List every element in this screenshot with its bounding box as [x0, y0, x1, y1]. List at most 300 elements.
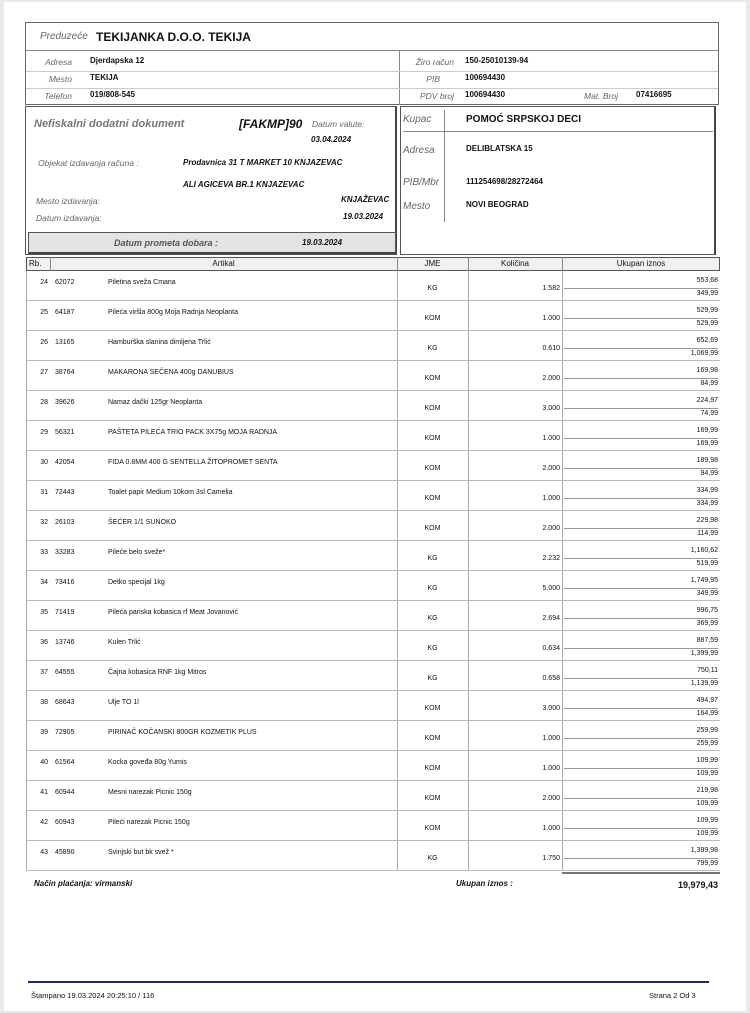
column-divider — [468, 511, 469, 541]
line-total: 259,99 — [696, 727, 718, 734]
column-divider — [468, 781, 469, 811]
column-divider — [397, 481, 398, 511]
row-number: 35 — [40, 609, 48, 616]
article-name: Pileći narezak Picnic 150g — [108, 819, 190, 826]
article-name: Piletina sveža Cmana — [108, 279, 176, 286]
article-name: Toalet papir Medium 10kom 3sl Camelia — [108, 489, 233, 496]
line-total: 996,75 — [696, 607, 718, 614]
pib-number: 100694430 — [465, 73, 506, 82]
buyer-info — [400, 106, 716, 255]
column-divider — [397, 451, 398, 481]
unit: KG — [427, 555, 438, 562]
column-divider — [397, 391, 398, 421]
account-number: 150-25010139-94 — [465, 56, 529, 65]
article-code: 64555 — [55, 669, 75, 676]
unit: KOM — [424, 735, 441, 742]
column-divider — [397, 331, 398, 361]
column-divider — [397, 511, 398, 541]
line-total: 652,69 — [696, 337, 718, 344]
column-divider — [26, 631, 27, 661]
line-total: 169,99 — [696, 427, 718, 434]
buyer-city: NOVI BEOGRAD — [466, 200, 529, 209]
unit: KOM — [424, 705, 441, 712]
column-divider — [397, 721, 398, 751]
column-divider — [468, 481, 469, 511]
unit-price: 799,99 — [696, 860, 718, 867]
column-divider — [26, 721, 27, 751]
column-divider — [468, 451, 469, 481]
unit-price: 109,99 — [696, 770, 718, 777]
unit: KG — [427, 285, 438, 292]
table-row — [26, 661, 720, 691]
row-number: 33 — [40, 549, 48, 556]
price-underline — [564, 408, 718, 409]
article-name: Namaz dački 125gr Neoplanta — [108, 399, 203, 406]
line-total: 169,98 — [696, 367, 718, 374]
unit-price: 259,99 — [696, 740, 718, 747]
article-name: PAŠTETA PILEĆA TRIO PACK 3X75g MOJA RADNJA — [108, 429, 278, 436]
unit: KOM — [424, 435, 441, 442]
column-divider — [562, 571, 563, 601]
quantity: 0.610 — [542, 345, 560, 352]
document-title: Nefiskalni dodatni dokument — [34, 118, 185, 130]
column-divider — [397, 691, 398, 721]
article-name: ŠEĆER 1/1 SUNOKO — [108, 519, 177, 526]
column-divider — [468, 601, 469, 631]
quantity: 1.000 — [542, 735, 560, 742]
line-total: 1,399,98 — [690, 847, 718, 854]
column-divider — [468, 541, 469, 571]
seller-city-label: Mesto — [48, 74, 72, 84]
column-divider — [26, 361, 27, 391]
line-total: 529,99 — [696, 307, 718, 314]
column-divider — [26, 781, 27, 811]
unit: KOM — [424, 765, 441, 772]
article-code: 13165 — [55, 339, 75, 346]
header-total: Ukupan iznos — [616, 259, 666, 268]
buyer-address: DELIBLATSKA 15 — [466, 144, 533, 153]
buyer-address-label: Adresa — [403, 145, 435, 156]
article-name: Detko specijal 1kg — [108, 579, 165, 586]
article-code: 42054 — [55, 459, 75, 466]
quantity: 0.634 — [542, 645, 560, 652]
buyer-pib: 111254698/28272464 — [466, 177, 543, 186]
unit-price: 349,99 — [696, 290, 718, 297]
article-code: 39626 — [55, 399, 75, 406]
unit-price: 109,99 — [696, 800, 718, 807]
price-underline — [564, 588, 718, 589]
unit-price: 1,069,99 — [690, 350, 718, 357]
column-divider — [562, 541, 563, 571]
column-divider — [397, 631, 398, 661]
column-divider — [26, 511, 27, 541]
article-code: 73416 — [55, 579, 75, 586]
article-code: 68643 — [55, 699, 75, 706]
column-divider — [562, 691, 563, 721]
issue-date-label: Datum izdavanja: — [36, 213, 102, 223]
article-name: Kulen Trlić — [108, 639, 141, 646]
table-row — [26, 601, 720, 631]
row-number: 29 — [40, 429, 48, 436]
article-code: 38764 — [55, 369, 75, 376]
turnover-date: 19.03.2024 — [302, 238, 343, 247]
article-code: 60943 — [55, 819, 75, 826]
column-divider — [562, 331, 563, 361]
price-underline — [564, 558, 718, 559]
price-underline — [564, 858, 718, 859]
unit: KG — [427, 675, 438, 682]
column-divider — [468, 331, 469, 361]
table-row — [26, 811, 720, 841]
unit: KOM — [424, 315, 441, 322]
column-divider — [397, 661, 398, 691]
table-row — [26, 421, 720, 451]
row-separator — [26, 870, 720, 871]
unit-price: 334,99 — [696, 500, 718, 507]
line-total: 334,99 — [696, 487, 718, 494]
quantity: 1.000 — [542, 765, 560, 772]
price-underline — [564, 678, 718, 679]
article-name: Pileće belo sveže* — [108, 549, 166, 556]
column-divider — [26, 811, 27, 841]
price-underline — [564, 798, 718, 799]
price-underline — [564, 438, 718, 439]
quantity: 3.000 — [542, 705, 560, 712]
issue-place: KNJAŽEVAC — [341, 195, 390, 204]
header-qty: Količina — [500, 259, 529, 268]
column-divider — [468, 361, 469, 391]
column-divider — [562, 631, 563, 661]
column-divider — [397, 811, 398, 841]
column-divider — [562, 481, 563, 511]
total-label: Ukupan iznos : — [456, 879, 513, 888]
row-number: 38 — [40, 699, 48, 706]
line-total: 1,160,62 — [690, 547, 718, 554]
article-name: Mesni narezak Picnic 150g — [108, 789, 192, 796]
table-row — [26, 481, 720, 511]
unit-price: 169,99 — [696, 440, 718, 447]
price-underline — [564, 468, 718, 469]
unit-price: 519,99 — [696, 560, 718, 567]
column-divider — [468, 811, 469, 841]
price-underline — [564, 708, 718, 709]
issue-object-label: Objekat izdavanja računa : — [38, 158, 139, 168]
seller-phone-label: Telefon — [44, 91, 72, 101]
row-number: 30 — [40, 459, 48, 466]
unit: KOM — [424, 375, 441, 382]
column-divider — [397, 571, 398, 601]
issue-place-label: Mesto izdavanja: — [36, 196, 100, 206]
quantity: 2.000 — [542, 375, 560, 382]
unit-price: 74,99 — [700, 410, 718, 417]
article-name: Ulje TO 1l — [108, 699, 139, 706]
article-name: Čajna kobasica RNF 1kg Mitros — [108, 669, 207, 676]
column-divider — [562, 511, 563, 541]
column-divider — [397, 541, 398, 571]
row-number: 40 — [40, 759, 48, 766]
article-name: Pileća viršla 800g Moja Radnja Neoplanta — [108, 309, 238, 316]
table-row — [26, 391, 720, 421]
column-divider — [397, 841, 398, 871]
table-row — [26, 841, 720, 871]
unit-price: 94,99 — [700, 470, 718, 477]
column-divider — [562, 781, 563, 811]
unit: KOM — [424, 465, 441, 472]
quantity: 5.000 — [542, 585, 560, 592]
column-divider — [562, 721, 563, 751]
line-total: 219,98 — [696, 787, 718, 794]
quantity: 1.000 — [542, 435, 560, 442]
row-number: 39 — [40, 729, 48, 736]
quantity: 2.000 — [542, 525, 560, 532]
buyer-city-label: Mesto — [403, 201, 431, 212]
row-number: 37 — [40, 669, 48, 676]
account-label: Žiro račun — [415, 57, 454, 67]
unit-price: 529,99 — [696, 320, 718, 327]
reg-number: 07416695 — [636, 90, 672, 99]
article-code: 72905 — [55, 729, 75, 736]
table-row — [26, 781, 720, 811]
line-total: 750,11 — [697, 667, 718, 674]
article-name: PIRINAČ KOČANSKI 800GR KOZMETIK PLUS — [108, 729, 257, 736]
column-divider — [468, 841, 469, 871]
line-total: 494,97 — [696, 697, 718, 704]
header-unit: JME — [424, 259, 441, 268]
article-code: 61564 — [55, 759, 75, 766]
table-row — [26, 511, 720, 541]
header-rb: Rb. — [29, 259, 42, 268]
unit: KG — [427, 345, 438, 352]
price-underline — [564, 318, 718, 319]
column-divider — [26, 691, 27, 721]
table-row — [26, 361, 720, 391]
unit-price: 1,399,99 — [690, 650, 718, 657]
seller-address-label: Adresa — [45, 57, 72, 67]
column-divider — [562, 271, 563, 301]
column-divider — [26, 841, 27, 871]
unit: KOM — [424, 525, 441, 532]
unit: KG — [427, 615, 438, 622]
vat-number: 100694430 — [465, 90, 506, 99]
price-underline — [564, 828, 718, 829]
column-divider — [468, 571, 469, 601]
price-underline — [564, 768, 718, 769]
column-divider — [562, 421, 563, 451]
line-total: 109,99 — [696, 817, 718, 824]
column-divider — [397, 751, 398, 781]
row-number: 26 — [40, 339, 48, 346]
unit: KOM — [424, 825, 441, 832]
column-divider — [562, 751, 563, 781]
table-row — [26, 631, 720, 661]
quantity: 1.582 — [542, 285, 560, 292]
table-row — [26, 331, 720, 361]
column-divider — [26, 751, 27, 781]
line-total: 224,97 — [696, 397, 718, 404]
column-divider — [26, 601, 27, 631]
column-divider — [26, 421, 27, 451]
line-total: 887,59 — [696, 637, 718, 644]
article-code: 60944 — [55, 789, 75, 796]
quantity: 0.658 — [542, 675, 560, 682]
quantity: 1.000 — [542, 495, 560, 502]
quantity: 2.000 — [542, 795, 560, 802]
column-divider — [468, 661, 469, 691]
column-divider — [397, 421, 398, 451]
article-code: 56321 — [55, 429, 75, 436]
column-divider — [468, 631, 469, 661]
column-divider — [468, 271, 469, 301]
article-code: 26103 — [55, 519, 75, 526]
row-number: 34 — [40, 579, 48, 586]
table-row — [26, 451, 720, 481]
quantity: 2.000 — [542, 465, 560, 472]
quantity: 2.232 — [542, 555, 560, 562]
price-underline — [564, 618, 718, 619]
table-row — [26, 301, 720, 331]
column-divider — [468, 751, 469, 781]
unit: KG — [427, 645, 438, 652]
line-total: 229,98 — [696, 517, 718, 524]
row-number: 41 — [40, 789, 48, 796]
issue-object-line1: Prodavnica 31 T MARKET 10 KNJAZEVAC — [183, 158, 343, 167]
buyer-label: Kupac — [403, 114, 432, 125]
price-underline — [564, 528, 718, 529]
column-divider — [397, 601, 398, 631]
quantity: 1.000 — [542, 315, 560, 322]
article-name: FIDA 0.8MM 400 G SENTELLA ŽITOPROMET SENTA — [108, 459, 278, 466]
invoice-page — [4, 2, 746, 1011]
payment-method: Način plaćanja: virmanski — [34, 879, 133, 888]
buyer-name: POMOĆ SRPSKOJ DECI — [466, 114, 582, 125]
column-divider — [26, 571, 27, 601]
article-code: 64187 — [55, 309, 75, 316]
price-underline — [564, 738, 718, 739]
price-underline — [564, 348, 718, 349]
document-code: [FAKMP]90 — [239, 117, 303, 131]
due-date: 03.04.2024 — [311, 135, 352, 144]
unit-price: 349,99 — [696, 590, 718, 597]
line-total: 109,99 — [696, 757, 718, 764]
seller-city: TEKIJA — [90, 73, 119, 82]
column-divider — [397, 361, 398, 391]
column-divider — [397, 301, 398, 331]
line-total: 1,749,95 — [690, 577, 718, 584]
article-code: 33283 — [55, 549, 75, 556]
row-number: 42 — [40, 819, 48, 826]
column-divider — [26, 271, 27, 301]
issue-date: 19.03.2024 — [343, 212, 384, 221]
turnover-date-label: Datum prometa dobara : — [114, 238, 219, 248]
column-divider — [397, 781, 398, 811]
grand-total: 19,979,43 — [677, 880, 718, 890]
price-underline — [564, 288, 718, 289]
column-divider — [562, 301, 563, 331]
article-code: 13746 — [55, 639, 75, 646]
unit: KOM — [424, 795, 441, 802]
column-divider — [562, 841, 563, 871]
table-row — [26, 541, 720, 571]
seller-name: TEKIJANKA D.O.O. TEKIJA — [96, 30, 251, 44]
unit-price: 84,99 — [700, 380, 718, 387]
column-divider — [468, 691, 469, 721]
issue-object-line2: ALI AGICEVA BR.1 KNJAZEVAC — [183, 180, 305, 189]
unit-price: 114,99 — [697, 530, 718, 537]
row-number: 31 — [40, 489, 48, 496]
column-divider — [562, 361, 563, 391]
column-divider — [468, 301, 469, 331]
vat-label: PDV broj — [419, 91, 454, 101]
seller-label: Preduzeće — [40, 31, 88, 42]
quantity: 1.000 — [542, 825, 560, 832]
due-date-label: Datum valute: — [312, 119, 365, 129]
column-divider — [468, 721, 469, 751]
column-divider — [26, 331, 27, 361]
unit: KG — [427, 855, 438, 862]
header-article: Artikal — [212, 259, 235, 268]
seller-address: Djerdapska 12 — [90, 56, 145, 65]
line-total: 189,98 — [696, 457, 718, 464]
unit-price: 369,99 — [696, 620, 718, 627]
table-row — [26, 271, 720, 301]
quantity: 1.750 — [542, 855, 560, 862]
row-number: 28 — [40, 399, 48, 406]
line-total: 553,68 — [696, 277, 718, 284]
article-name: Svinjski but bk svež * — [108, 849, 174, 856]
column-divider — [468, 421, 469, 451]
column-divider — [562, 391, 563, 421]
price-underline — [564, 378, 718, 379]
column-divider — [26, 661, 27, 691]
column-divider — [397, 271, 398, 301]
column-divider — [26, 391, 27, 421]
table-row — [26, 751, 720, 781]
column-divider — [26, 451, 27, 481]
row-number: 36 — [40, 639, 48, 646]
column-divider — [562, 451, 563, 481]
article-name: Hamburška slanina dimljena Trlić — [108, 339, 211, 346]
unit: KG — [427, 585, 438, 592]
article-code: 71419 — [55, 609, 75, 616]
article-code: 62072 — [55, 279, 75, 286]
row-number: 25 — [40, 309, 48, 316]
article-code: 45890 — [55, 849, 75, 856]
table-row — [26, 571, 720, 601]
row-number: 24 — [40, 279, 48, 286]
price-underline — [564, 498, 718, 499]
buyer-pib-label: PIB/Mbr — [403, 177, 440, 188]
column-divider — [26, 541, 27, 571]
row-number: 32 — [40, 519, 48, 526]
column-divider — [26, 481, 27, 511]
quantity: 3.000 — [542, 405, 560, 412]
column-divider — [26, 301, 27, 331]
table-row — [26, 721, 720, 751]
article-name: Kocka goveđa 80g Yumis — [108, 759, 187, 766]
article-name: MAKARONA SEČENA 400g DANUBIUS — [108, 369, 234, 376]
printed-timestamp: Štampano 19.03.2024 20:25:10 / 116 — [31, 991, 155, 1000]
unit: KOM — [424, 405, 441, 412]
row-number: 27 — [40, 369, 48, 376]
unit: KOM — [424, 495, 441, 502]
price-underline — [564, 648, 718, 649]
column-divider — [468, 391, 469, 421]
row-number: 43 — [40, 849, 48, 856]
quantity: 2.694 — [542, 615, 560, 622]
table-row — [26, 691, 720, 721]
article-code: 72443 — [55, 489, 75, 496]
seller-phone: 019/808-545 — [90, 90, 135, 99]
